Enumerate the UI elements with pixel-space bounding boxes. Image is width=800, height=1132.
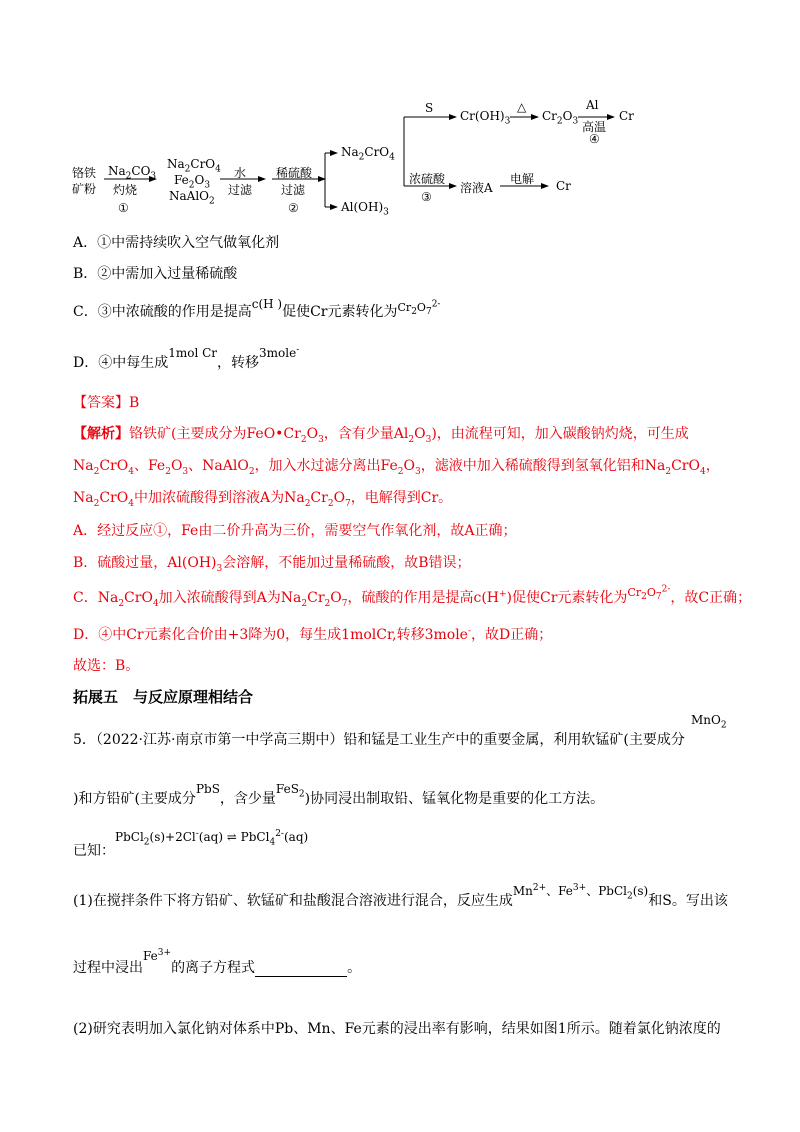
flow-lower-solution-a: 溶液A	[460, 181, 493, 195]
option-d-math-electrons: 3mole-	[259, 345, 300, 360]
q5-line-2a: )和方铅矿(主要成分	[73, 791, 196, 807]
flow-lower-number: ③	[421, 190, 432, 204]
flow-step3-condition: 过滤	[281, 183, 306, 197]
flow-branch-aloh3: $Al(OH)_3$	[341, 200, 389, 218]
flow-branch-na2cro4: $Na_2CrO_4$	[341, 145, 395, 163]
q5-fe3: $Fe^{3+}$	[143, 948, 172, 963]
option-a: A．①中需持续吹入空气做氧化剂	[73, 235, 280, 251]
option-c-math-dichromate: Cr2O72-	[397, 299, 441, 318]
section-title: 拓展五 与反应原理相结合	[73, 688, 254, 706]
q5-part1-text-b: 和S。写出该	[648, 893, 728, 909]
option-c-math-h: c(H )	[251, 297, 283, 311]
q5-part1-text-c: 过程中浸出	[73, 960, 143, 976]
option-d-math-mol: 1mol Cr	[168, 346, 218, 360]
option-b: B．②中需加入过量稀硫酸	[73, 266, 238, 282]
flow-mix-naalo2: NaAlO$_2$	[169, 189, 215, 207]
q5-known-label: 已知：	[73, 843, 115, 859]
flow-step1-reagent: $Na_2CO_3$	[108, 164, 157, 182]
option-c-prefix: C．③中浓硫酸的作用是提高	[73, 304, 252, 320]
q5-part2-line1: (2)研究表明加入氯化钠对体系中Pb、Mn、Fe元素的浸出率有影响，结果如图1所示。随着氯化钠浓度的	[73, 1021, 721, 1037]
analysis-dichromate: Cr2O72-	[627, 584, 671, 603]
flow-raw-line1: 铬铁	[72, 166, 97, 180]
flow-upper-heat: △	[517, 100, 527, 114]
option-c	[73, 297, 441, 322]
option-c-math-cr: Cr	[310, 304, 328, 320]
q5-mno2: MnO$_2$	[691, 713, 727, 731]
flow-mix-na2cro4: $Na_2CrO_4$	[167, 157, 221, 175]
flow-lower-cr: Cr	[556, 179, 571, 193]
flow-upper-cr: Cr	[619, 109, 634, 123]
q5-part1-line2	[73, 948, 362, 977]
option-c-mid: 促使	[282, 304, 311, 320]
q5-line-2	[73, 782, 605, 809]
flow-raw-line2: 矿粉	[72, 182, 97, 196]
flow-upper-croh3: $Cr(OH)_3$	[460, 109, 511, 127]
q5-part1-text-d: 的离子方程式	[171, 960, 256, 976]
flow-upper-cr2o3: $Cr_2O_3$	[542, 109, 579, 127]
analysis-line-8: 故选：B。	[73, 658, 140, 674]
q5-pbs: PbS	[195, 782, 220, 796]
flow-step2-reagent: 水	[234, 166, 247, 180]
q5-line-1-text: 5．（2022·江苏·南京市第一中学高三期中）铅和锰是工业生产中的重要金属，利用软锰矿(主要成分	[73, 732, 685, 748]
q5-fes2: FeS$_2$	[275, 782, 305, 800]
flow-step1-condition: 灼烧	[113, 183, 138, 197]
flow-upper-reagent: S	[425, 101, 434, 115]
flow-upper-high-temp: 高温	[582, 120, 607, 134]
q5-part1-line1	[73, 883, 728, 911]
analysis-line-5: B．硫酸过量，$Al(OH)_3$会溶解，不能加过量稀硫酸，故B错误；	[73, 555, 471, 574]
answer-line: 【答案】B	[73, 395, 140, 411]
analysis-line-6: C．$Na_2CrO_4$加入浓硫酸得到A为$Na_2Cr_2O_7$，硫酸的作用是提高c(H+)促使Cr元素转化为$^{Cr_2O_7^{2-}}$，故C正确；	[73, 584, 752, 609]
flow-step2-condition: 过滤	[228, 183, 253, 197]
option-d-mid: ，转移	[217, 355, 260, 371]
q5-line-1	[73, 729, 685, 749]
q5-part1-text-e: 。	[347, 960, 362, 976]
answer-blank[interactable]	[255, 962, 347, 977]
q5-part1-text-a: (1)在搅拌条件下将方铅矿、软锰矿和盐酸混合溶液进行混合，反应生成	[73, 893, 513, 909]
q5-part1-ions: $Mn^{2+}$、$Fe^{3+}$、PbCl$_2$(s)	[512, 883, 649, 902]
option-c-mid2: 元素转化为	[327, 304, 398, 320]
analysis-line-4: A．经过反应①，Fe由二价升高为三价，需要空气作氧化剂，故A正确；	[73, 523, 517, 539]
flow-step1-number: ①	[118, 201, 129, 215]
analysis-line-2: $Na_2CrO_4$、$Fe_2O_3$、NaAlO$_2$，加入水过滤分离出$Fe_2O_3$，滤液中加入稀硫酸得到氢氧化铝和$Na_2CrO_4$，	[73, 458, 720, 477]
q5-known-equation: PbCl$_2$(s)+2Cl-(aq) ⇌ PbCl$_4^{2-}$(aq)	[115, 829, 309, 848]
q5-line-2b: ，含少量	[219, 791, 276, 807]
flow-mix-fe2o3: $Fe_2O_3$	[174, 173, 211, 191]
flow-step3-reagent: 稀硫酸	[276, 166, 313, 180]
flow-upper-number: ④	[589, 132, 600, 146]
option-d	[73, 345, 300, 372]
analysis-line-3: $Na_2CrO_4$中加浓硫酸得到溶液A为$Na_2Cr_2O_7$，电解得到Cr。	[73, 490, 453, 509]
flow-upper-al: Al	[586, 98, 599, 112]
flow-lower-electrolysis: 电解	[510, 172, 535, 186]
q5-line-2c: )协同浸出制取铅、锰氧化物是重要的化工方法。	[304, 791, 605, 807]
flow-lower-reagent: 浓硫酸	[409, 172, 446, 186]
analysis-line-7: D．④中Cr元素化合价由+3降为0，每生成1molCr,转移3mole-，故D正确；	[73, 626, 553, 643]
analysis-line-1: 【解析】铬铁矿(主要成分为$FeO•Cr_2O_3$，含有少量$Al_2O_3$)，由流程可知，加入碳酸钠灼烧，可生成	[73, 426, 689, 445]
flow-step3-number: ②	[288, 201, 299, 215]
option-d-prefix: D．④中每生成	[73, 355, 169, 371]
analysis-tag: 【解析】	[73, 426, 129, 442]
